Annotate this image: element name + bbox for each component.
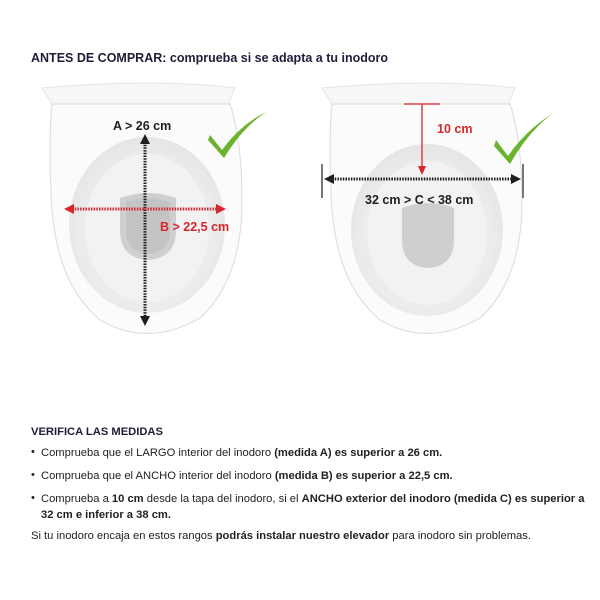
- figure-toilet-inner: [30, 80, 280, 340]
- verify-item-b: • Comprueba que el ANCHO interior del inodoro (medida B) es superior a 22,5 cm.: [31, 469, 453, 482]
- verify-item-c: • Comprueba a 10 cm desde la tapa del inodoro, si el ANCHO exterior del inodoro (medida C) es superior a 32 cm e inferior a 38 cm.: [31, 492, 585, 521]
- page-title: [31, 51, 388, 65]
- figure-toilet-outer: [310, 80, 560, 340]
- closing-text: Si tu inodoro encaja en estos rangos podrás instalar nuestro elevador para inodoro sin problemas.: [31, 530, 531, 542]
- title-rest: comprueba si se adapta a tu inodoro: [166, 51, 388, 65]
- offset-10cm-label: 10 cm: [437, 122, 473, 136]
- bullet-icon: •: [31, 446, 35, 458]
- bullet-icon: •: [31, 469, 35, 481]
- verify-section: [31, 426, 591, 544]
- bullet-icon: •: [31, 492, 35, 504]
- title-bold: ANTES DE COMPRAR:: [31, 51, 167, 65]
- verify-heading: VERIFICA LAS MEDIDAS: [31, 426, 163, 438]
- measure-a-label: A > 26 cm: [113, 119, 172, 133]
- measure-b-label: B > 22,5 cm: [160, 220, 230, 234]
- measure-c-label: 32 cm > C < 38 cm: [365, 193, 474, 207]
- verify-item-a: • Comprueba que el LARGO interior del inodoro (medida A) es superior a 26 cm.: [31, 446, 443, 459]
- toilet-illustration: [310, 80, 560, 340]
